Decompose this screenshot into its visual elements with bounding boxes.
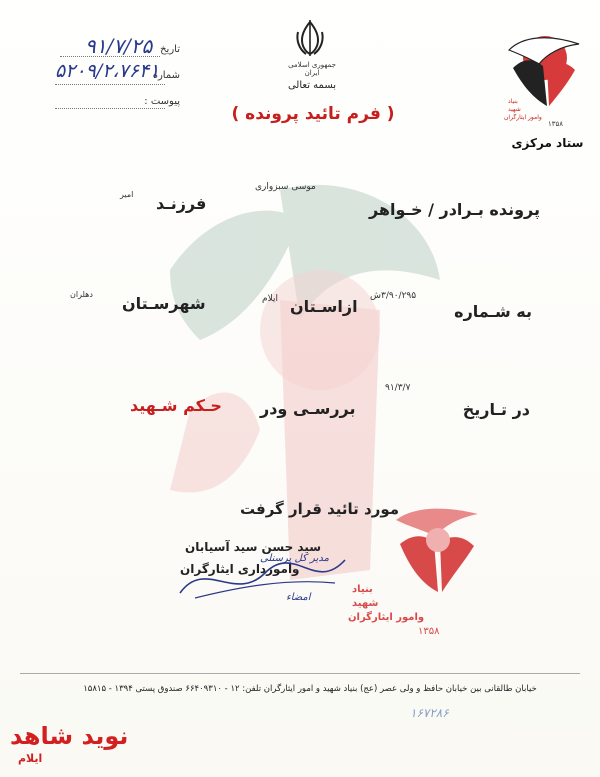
date-value-body: ۹۱/۳/۷ [385,383,411,393]
handwritten-note: مدیر کل پرسنلی [260,553,329,564]
ruling-text: حـکم شـهید [130,396,222,415]
form-title: ( فرم تائید پرونده ) [231,104,395,124]
emblem-caption: جمهوری اسلامی ایران [288,61,336,77]
stamp-line-1: بنیاد [352,584,373,595]
city-value: دهلران [70,290,93,299]
foundation-logo-icon [503,28,585,128]
attachment-line [55,108,165,109]
footer-address: خیابان طالقانی بین خیابان حافظ و ولی عصر (عج) بنیاد شهید و امور ایثارگران تلفن: ۱۲ - ۶۶۴۰۹۳۱۰ صندوق پستی ۱۳۹۴ - ۱۵۸۱۵ [83,684,537,694]
logo-text-3: وامور ایثارگران [504,114,542,121]
number-line [55,84,165,85]
number-value: ۵۲۰۹/۲،۷۶۴۱ [55,60,160,82]
province-value: ایلام [262,294,278,304]
logo-year: ۱۳۵۸ [548,120,564,128]
stamp-line-3: وامور ایثارگران [348,612,425,623]
file-brother-sister-label: پرونده بـرادر / خـواهر [368,200,540,219]
signer-title: وامورداری ایثارگران [180,562,300,576]
date-label: تاریخ [160,44,180,55]
bottom-stamp-number: ۱۶۷۲۸۶ [410,706,449,720]
attachment-label: پیوست : [144,96,180,107]
iran-emblem-icon [293,18,327,58]
sign-label: امضاء [286,592,311,603]
logo-text-1: بنیاد [508,98,518,105]
number-label-body: به شـماره [454,302,532,321]
stamp-line-2: شهید [352,598,379,609]
date-label-body: در تـاریخ [462,400,530,419]
footer-divider [20,673,580,674]
stamp-logo-icon [392,500,482,610]
file-number-value: ۳/۹۰/۲۹۵ش [370,291,417,301]
logo-text-2: شهید [508,106,521,113]
review-text: بررسـی ودر [260,399,356,418]
date-line [60,56,160,57]
signature-scribble [175,548,355,608]
father-name-value: امیر [120,190,134,199]
martyr-name-value: موسی سبزواری [255,182,316,192]
province-label: ازاسـتان [290,297,358,316]
bismillah: بسمه تعالی [287,80,337,91]
brand-watermark: نوید شاهد [10,722,129,750]
date-value: ۹۱/۷/۲۵ [85,34,153,58]
brand-watermark-sub: ایلام [18,752,43,765]
number-label: شماره [152,70,180,81]
central-office: ستاد مرکزی [511,136,584,150]
stamp-year: ۱۳۵۸ [418,626,440,637]
child-of-label: فرزنـد [156,194,207,213]
signer-name: سید حسن سید آسیابان [185,540,322,554]
city-label: شهرسـتان [122,294,206,313]
approval-text: مورد تائید قرار گرفت [240,500,400,518]
